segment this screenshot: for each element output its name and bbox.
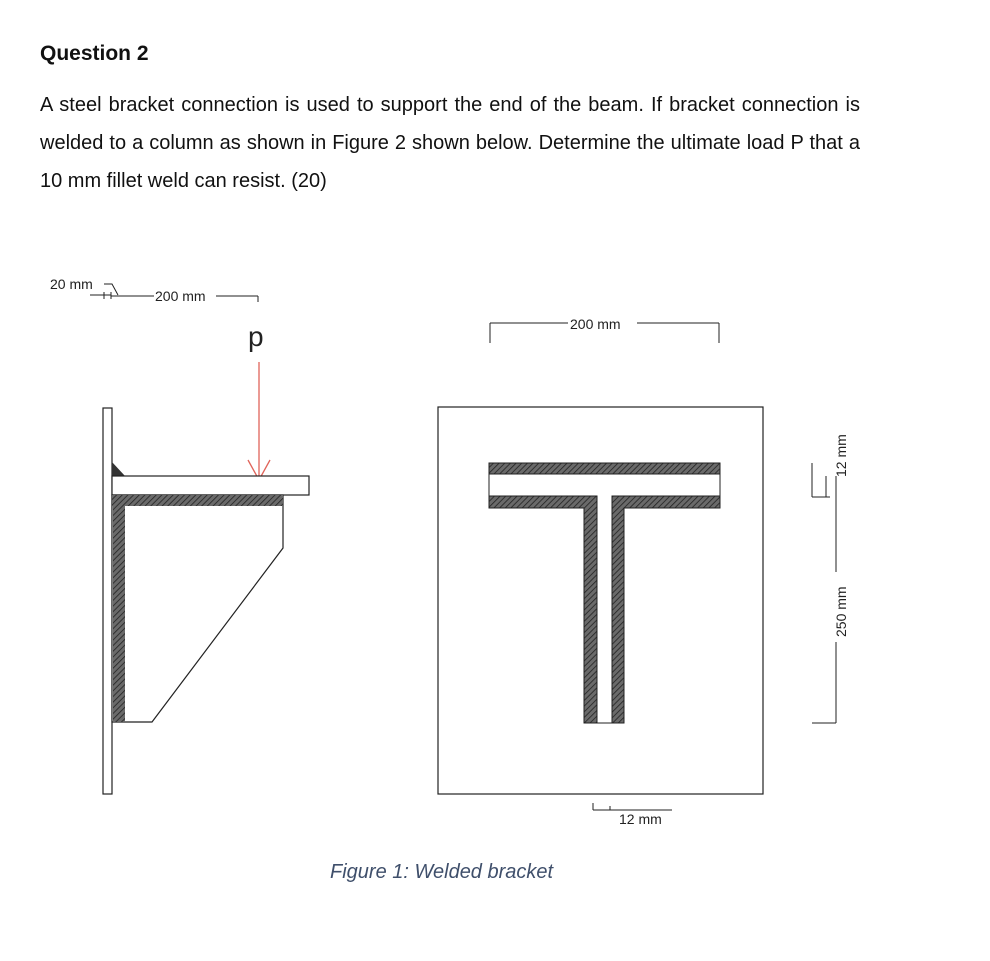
- top-weld: [112, 462, 125, 476]
- column-plate: [103, 408, 112, 794]
- dim-offset-label: 20 mm: [50, 276, 93, 292]
- load-arrow: [248, 362, 270, 480]
- vertical-weld-hatch: [113, 495, 125, 722]
- front-view: [438, 316, 849, 827]
- load-label: p: [248, 321, 264, 352]
- flange-hatch: [112, 495, 283, 506]
- side-view: [50, 276, 309, 794]
- dim-width-label: 200 mm: [570, 316, 621, 332]
- figure-caption: Figure 1: Welded bracket: [330, 861, 554, 883]
- top-plate: [112, 476, 309, 495]
- question-text: A steel bracket connection is used to support the end of the beam. If bracket connection is welded to a column as shown in Figure 2 shown below. Determine the ultimate load P that a 10 mm fillet weld can resist. (20): [40, 94, 860, 192]
- bracket-web: [112, 495, 283, 722]
- question-title: Question 2: [40, 42, 149, 65]
- dim-thickness-label: 12 mm: [619, 811, 662, 827]
- dim-depth-label: 250 mm: [833, 586, 849, 637]
- dim-flange-label: 12 mm: [833, 434, 849, 477]
- dim-length-label: 200 mm: [155, 288, 206, 304]
